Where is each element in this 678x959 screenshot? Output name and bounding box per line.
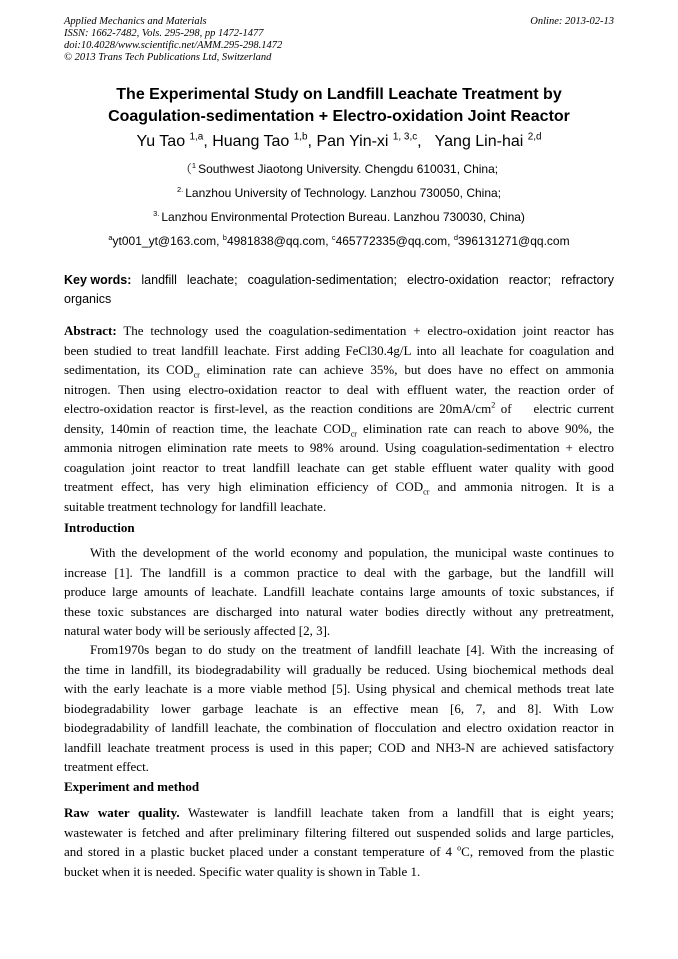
introduction-paragraph-1: With the development of the world economy and population, the municipal waste continues to increase [1]. The landfill is a common practice to deal with the garbage, but the landfill will produce large amounts of leachate. Landfill leachate contains large amounts of toxic substances, if these toxic substances are discharged into natural water bodies directly without any pretreatment, natural water body will be seriously affected [2, 3]. xyxy=(64,545,614,638)
email-link[interactable]: yt001_yt@163.com, xyxy=(112,234,223,248)
author-emails: $^a$yt001_yt@163.com, $^b$4981838@qq.com, $^c$465772335@qq.com, $^d$396131271@qq.com xyxy=(108,233,570,248)
author: Pan Yin-xi $^{1, 3,c}$, xyxy=(316,131,435,150)
author-list xyxy=(40,132,638,152)
issn: ISSN: 1662-7482, Vols. 295-298, pp 1472-1477 xyxy=(64,28,264,39)
journal-header xyxy=(64,16,614,64)
email-link[interactable]: 4981838@qq.com, xyxy=(226,234,332,248)
author: Yang Lin-hai $^{2,d}$ xyxy=(434,131,542,150)
abstract-label: Abstract: xyxy=(64,323,117,338)
journal-name: Applied Mechanics and Materials xyxy=(64,16,207,27)
affiliation-3: $^{3.}$ Lanzhou Environmental Protection Bureau. Lanzhou 730030, China) xyxy=(153,209,525,224)
paper-title: The Experimental Study on Landfill Leachate Treatment by Coagulation-sedimentation + Electro-oxidation Joint Reactor xyxy=(108,86,570,125)
copyright: © 2013 Trans Tech Publications Ltd, Switzerland xyxy=(64,52,272,63)
email-link[interactable]: 396131271@qq.com xyxy=(457,234,570,248)
online-date: Online: 2013-02-13 xyxy=(530,16,614,27)
abstract: Abstract: The technology used the coagulation-sedimentation + electro-oxidation joint reactor has been studied to treat landfill leachate. First adding FeCl30.4g/L into all leachate for coagulation and sedimentation, its $COD_{cr}$ elimination rate can achieve 35%, but does have no effect on ammonia nitrogen. Then using electro-oxidation reactor to deal with effluent water, the reaction order of electro-oxidation reactor is first-level, as the reaction conditions are $20mA/cm^2$ of electric current density, 140min of reaction time, the leachate $COD_{cr}$ elimination rate can reach to above 90%, the ammonia nitrogen elimination rate meets to 98% around. Using coagulation-sedimentation + electro coagulation joint reactor to treat landfill leachate can get stable effluent water quality with good treatment effect, has very high elimination efficiency of $COD_{cr}$ and ammonia nitrogen. It is a suitable treatment technology for landfill leachate. xyxy=(64,323,614,514)
keywords-block: Key words: landfill leachate; coagulation-sedimentation; electro-oxidation reactor; refractory organics xyxy=(64,273,614,306)
section-heading-experiment: Experiment and method xyxy=(64,779,200,794)
author: Yu Tao $^{1,a}$, xyxy=(136,131,213,150)
author: Huang Tao $^{1,b}$, xyxy=(212,131,317,150)
email-link[interactable]: 465772335@qq.com, xyxy=(335,234,454,248)
doi: doi:10.4028/www.scientific.net/AMM.295-298.1472 xyxy=(64,40,283,51)
affiliation-2: $^{2.}$ Lanzhou University of Technology. Lanzhou 730050, China; xyxy=(176,185,502,200)
raw-water-quality-label: Raw water quality. xyxy=(64,805,180,820)
section-heading-introduction: Introduction xyxy=(64,520,135,535)
keywords-label: Key words: xyxy=(64,273,132,287)
introduction-paragraph-2: From1970s began to do study on the treatment of landfill leachate [4]. With the increasing of the time in landfill, its biodegradability will gradually be reduced. Using biochemical methods deal with the early leachate is a more viable method [5]. Using physical and chemical methods treat late biodegradability lower garbage leachate is an effective mean [6, 7, and 8]. With Low biodegradability of landfill leachate, the combination of flocculation and electro oxidation reactor in landfill leachate treatment process is used in this paper; COD and NH3-N are achieved satisfactory treatment effect. xyxy=(64,642,614,774)
experiment-paragraph: Raw water quality. Wastewater is landfill leachate taken from a landfill that is eight years; wastewater is fetched and after preliminary filtering filtered out suspended solids and large particles, and stored in a plastic bucket placed under a constant temperature of 4 $^o$C, removed from the plastic bucket when it is needed. Specific water quality is shown in Table 1. xyxy=(64,805,614,879)
affiliation-1: （$^1$ Southwest Jiaotong University. Chengdu 610031, China; xyxy=(179,161,499,176)
